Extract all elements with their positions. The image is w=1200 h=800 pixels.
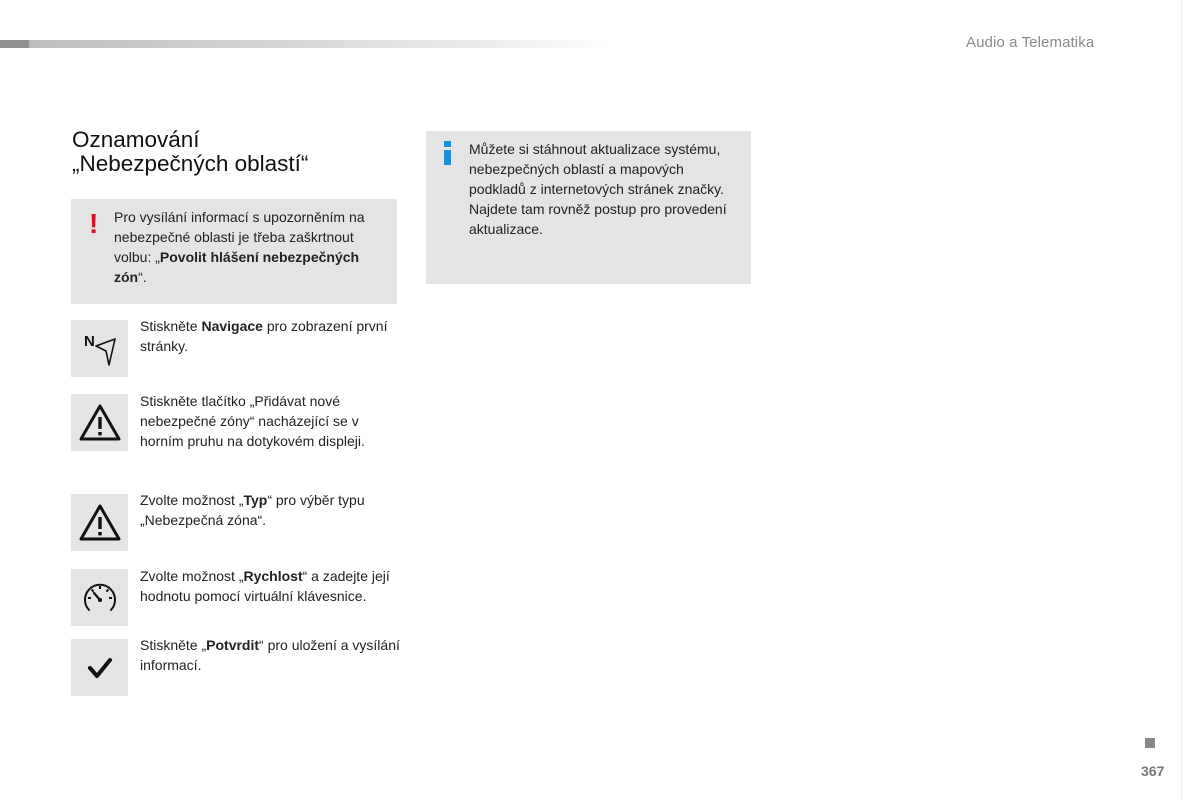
info-paragraph-1: Můžete si stáhnout aktualizace systému, nebezpečných oblastí a mapových podkladů z internetových stránek značky. xyxy=(469,141,724,197)
warning-text-end: “. xyxy=(138,269,147,285)
warning-text-option: Povolit hlášení nebezpečných zón xyxy=(114,249,360,285)
step-3-text xyxy=(140,490,400,530)
step-3-text-end: “ pro výběr typu „Nebezpečná zóna“. xyxy=(140,492,365,528)
warning-text-start: Pro vysílání informací s upozorněním na nebezpečné oblasti je třeba zaškrtnout volbu: „ xyxy=(114,209,365,265)
step-4-text-start: Zvolte možnost „ xyxy=(140,568,244,584)
svg-text:N: N xyxy=(83,332,95,350)
step-4-text-end: “ a zadejte její hodnotu pomocí virtuální klávesnice. xyxy=(140,568,390,604)
page-title-line2: „Nebezpečných oblastí“ xyxy=(72,151,309,176)
step-3-text-start: Zvolte možnost „ xyxy=(140,492,244,508)
step-5-text xyxy=(140,635,400,675)
warning-triangle-icon xyxy=(71,494,128,551)
speedometer-icon xyxy=(71,569,128,626)
step-2-text xyxy=(140,391,400,451)
step-4-text xyxy=(140,566,400,606)
page-title-line1: Oznamování xyxy=(72,127,200,152)
step-4-text-bold: Rychlost xyxy=(243,568,303,584)
info-icon xyxy=(443,141,451,165)
step-5-text-bold: Potvrdit xyxy=(206,637,260,653)
checkmark-icon xyxy=(71,639,128,696)
info-paragraph-2: Najdete tam rovněž postup pro provedení aktualizace. xyxy=(469,201,727,237)
info-text xyxy=(469,139,744,239)
warning-text xyxy=(114,207,389,287)
section-label: Audio a Telematika xyxy=(966,34,1095,51)
exclamation-icon: ! xyxy=(89,208,99,239)
step-1-text-bold: Navigace xyxy=(201,318,263,334)
page-edge-rule xyxy=(1181,0,1182,800)
warning-triangle-icon xyxy=(71,394,128,451)
navigation-icon xyxy=(71,320,128,377)
page-marker xyxy=(1145,738,1155,748)
page-title xyxy=(72,128,402,176)
step-3-text-bold: Typ xyxy=(243,492,268,508)
step-2-text-start: Stiskněte tlačítko „Přidávat nové nebezpečné zóny“ nacházející se v horním pruhu na dotykovém displeji. xyxy=(140,393,365,449)
step-5-text-end: “ pro uložení a vysílání informací. xyxy=(140,637,400,673)
step-1-text-start: Stiskněte xyxy=(140,318,202,334)
page-number: 367 xyxy=(1141,763,1165,779)
header-gradient-bar xyxy=(0,40,610,48)
step-1-text-end: pro zobrazení první stránky. xyxy=(140,318,388,354)
step-5-text-start: Stiskněte „ xyxy=(140,637,207,653)
step-1-text xyxy=(140,316,400,356)
